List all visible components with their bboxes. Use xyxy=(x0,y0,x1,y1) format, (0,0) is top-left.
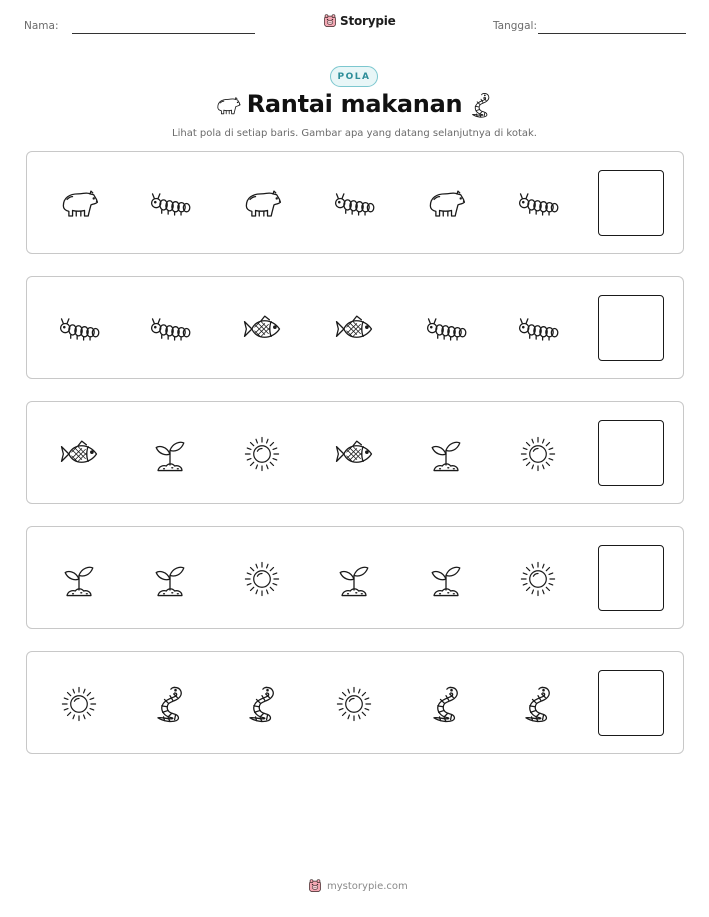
caterpillar-icon xyxy=(423,306,469,352)
worm-icon xyxy=(147,681,193,727)
pattern-row xyxy=(26,401,684,504)
pattern-item xyxy=(147,306,193,352)
sun-icon xyxy=(56,681,102,727)
pattern-item xyxy=(147,181,193,227)
category-tag: POLA xyxy=(330,66,378,87)
sprout-icon xyxy=(56,556,102,602)
pattern-item xyxy=(56,431,102,477)
sun-icon xyxy=(331,681,377,727)
fish-icon xyxy=(331,306,377,352)
sun-icon xyxy=(239,556,285,602)
caterpillar-icon xyxy=(147,306,193,352)
pattern-item xyxy=(515,306,561,352)
pattern-row xyxy=(26,151,684,254)
pattern-item xyxy=(56,306,102,352)
pattern-row xyxy=(26,651,684,754)
name-line[interactable] xyxy=(72,33,255,34)
sun-icon xyxy=(515,556,561,602)
pattern-item xyxy=(331,681,377,727)
pattern-item xyxy=(56,556,102,602)
worm-icon xyxy=(515,681,561,727)
answer-box[interactable] xyxy=(598,295,664,361)
sprout-icon xyxy=(147,556,193,602)
pattern-item xyxy=(515,681,561,727)
answer-box[interactable] xyxy=(598,670,664,736)
instructions: Lihat pola di setiap baris. Gambar apa yang datang selanjutnya di kotak. xyxy=(172,128,537,139)
pattern-item xyxy=(515,556,561,602)
pattern-item xyxy=(147,431,193,477)
caterpillar-icon xyxy=(515,181,561,227)
pig-icon xyxy=(308,879,322,893)
pattern-row xyxy=(26,526,684,629)
fish-icon xyxy=(331,431,377,477)
pattern-row xyxy=(26,276,684,379)
pattern-item xyxy=(239,556,285,602)
worm-icon xyxy=(465,89,497,121)
pattern-item xyxy=(515,431,561,477)
bear-icon xyxy=(239,181,285,227)
sun-icon xyxy=(239,431,285,477)
bear-icon xyxy=(423,181,469,227)
pattern-item xyxy=(239,431,285,477)
page-title: Rantai makanan xyxy=(246,90,463,118)
pattern-item xyxy=(147,556,193,602)
pattern-item xyxy=(239,681,285,727)
answer-box[interactable] xyxy=(598,170,664,236)
footer-url[interactable]: mystorypie.com xyxy=(327,880,408,892)
bear-icon xyxy=(56,181,102,227)
date-label: Tanggal: xyxy=(493,20,537,32)
brand-name: Storypie xyxy=(340,14,396,28)
caterpillar-icon xyxy=(331,181,377,227)
sun-icon xyxy=(515,431,561,477)
name-label: Nama: xyxy=(24,20,59,32)
date-line[interactable] xyxy=(538,33,686,34)
pattern-item xyxy=(515,181,561,227)
pattern-item xyxy=(331,181,377,227)
footer xyxy=(308,879,408,893)
pattern-item xyxy=(56,681,102,727)
pattern-item xyxy=(331,306,377,352)
pattern-item xyxy=(331,556,377,602)
pattern-item xyxy=(423,181,469,227)
pattern-item xyxy=(423,681,469,727)
sprout-icon xyxy=(423,431,469,477)
brand-logo xyxy=(323,14,396,28)
caterpillar-icon xyxy=(56,306,102,352)
answer-box[interactable] xyxy=(598,420,664,486)
fish-icon xyxy=(239,306,285,352)
caterpillar-icon xyxy=(147,181,193,227)
pig-icon xyxy=(323,14,337,28)
pattern-item xyxy=(56,181,102,227)
pattern-item xyxy=(147,681,193,727)
sprout-icon xyxy=(147,431,193,477)
worm-icon xyxy=(423,681,469,727)
pattern-item xyxy=(423,306,469,352)
worm-icon xyxy=(239,681,285,727)
sprout-icon xyxy=(331,556,377,602)
sprout-icon xyxy=(423,556,469,602)
pattern-item xyxy=(239,181,285,227)
pattern-item xyxy=(331,431,377,477)
pattern-item xyxy=(423,431,469,477)
pattern-item xyxy=(423,556,469,602)
fish-icon xyxy=(56,431,102,477)
caterpillar-icon xyxy=(515,306,561,352)
pattern-item xyxy=(239,306,285,352)
answer-box[interactable] xyxy=(598,545,664,611)
